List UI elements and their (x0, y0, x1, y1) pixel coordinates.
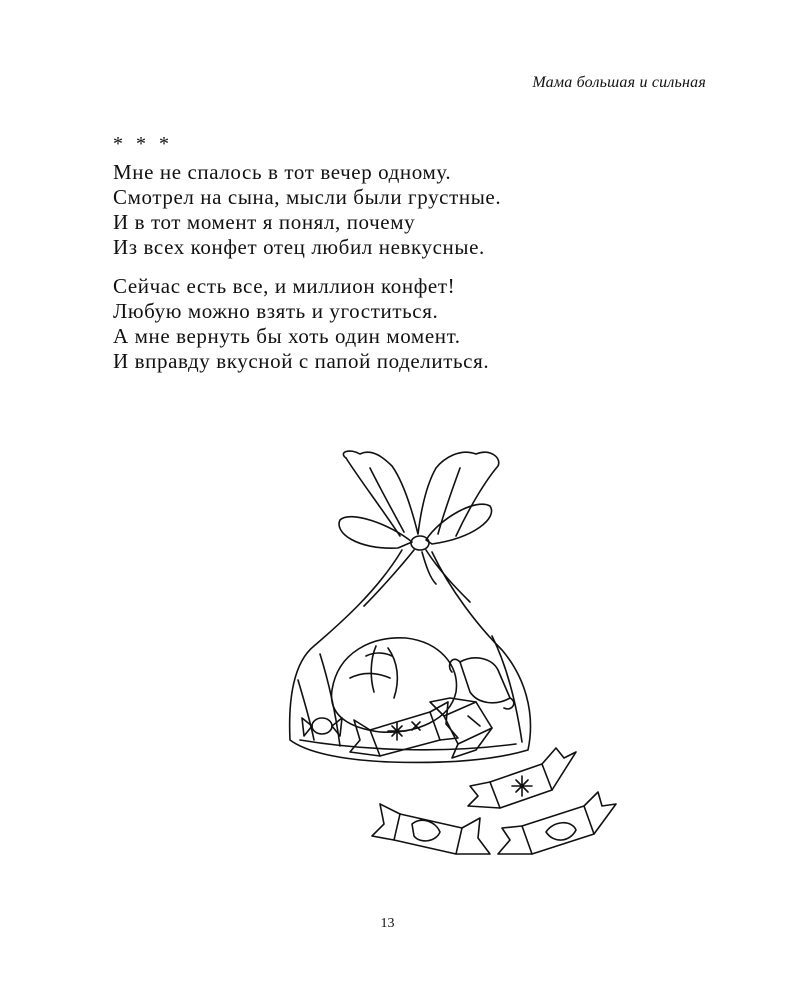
wrapped-candy-icon (498, 792, 616, 854)
stanza-1 (113, 160, 713, 260)
poem-line: Из всех конфет отец любил невкусные. (113, 235, 485, 259)
poem (113, 132, 713, 374)
poem-line: Любую можно взять и угоститься. (113, 299, 439, 323)
poem-line: И в тот момент я понял, почему (113, 210, 416, 234)
stanza-2 (113, 274, 713, 374)
running-header: Мама большая и сильная (532, 74, 706, 91)
wrapped-candy-icon (372, 804, 490, 854)
page-number: 13 (380, 916, 395, 931)
candy-bag-with-wrapped-candies-icon (280, 440, 640, 870)
poem-line: А мне вернуть бы хоть один момент. (113, 324, 461, 348)
section-divider: * * * (113, 133, 173, 155)
candy-bag-illustration (280, 440, 640, 870)
bag-top-icon (343, 451, 498, 536)
poem-line: И вправду вкусной с папой поделиться. (113, 349, 490, 373)
round-candy-icon (332, 638, 457, 732)
poem-line: Смотрел на сына, мысли были грустные. (113, 185, 502, 209)
poem-line: Мне не спалось в тот вечер одному. (113, 160, 452, 184)
wrapped-candy-icon (468, 748, 576, 808)
bow-icon (339, 504, 492, 606)
poem-line: Сейчас есть все, и миллион конфет! (113, 274, 456, 298)
